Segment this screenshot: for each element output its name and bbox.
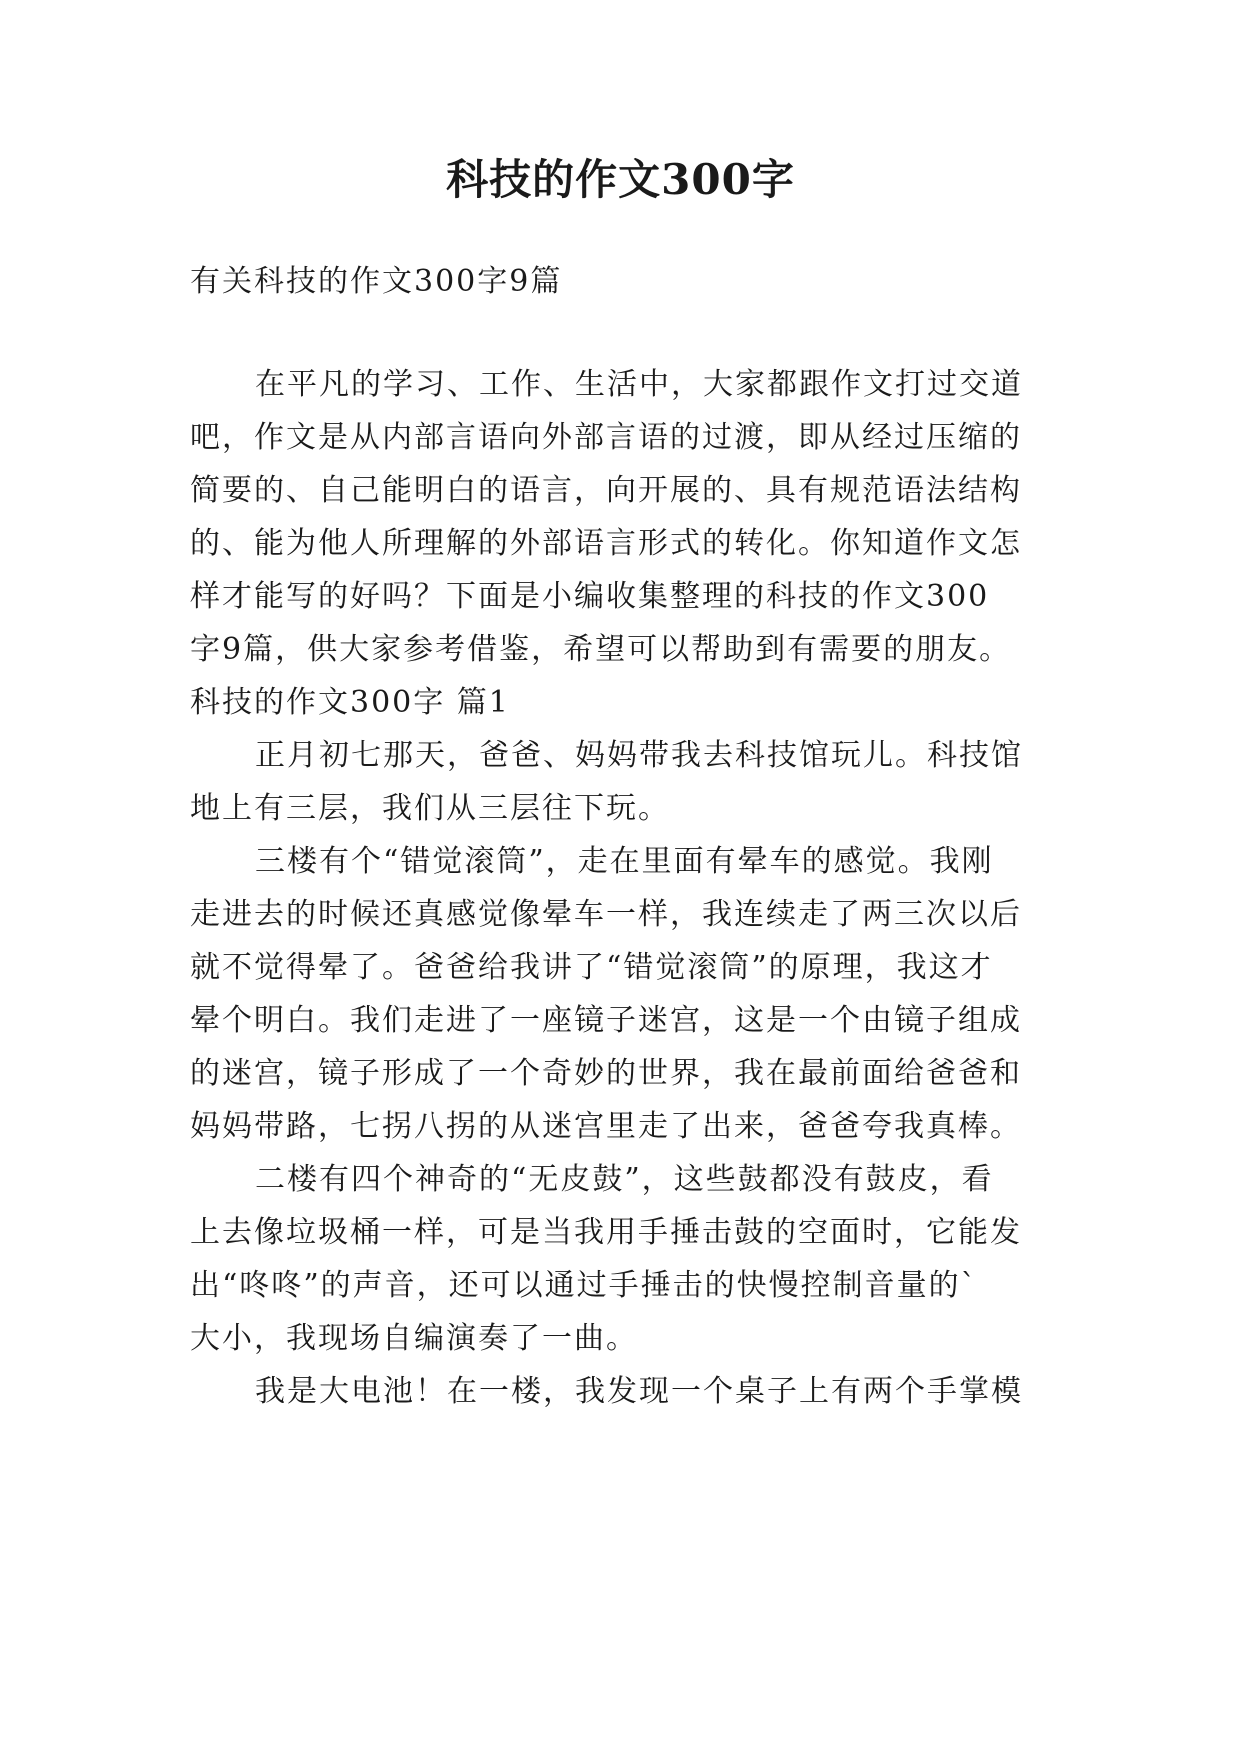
paragraph-line: 妈妈带路，七拐八拐的从迷宫里走了出来，爸爸夸我真棒。	[190, 1109, 1022, 1144]
paragraph-line: 三楼有个“错觉滚筒”，走在里面有晕车的感觉。我刚	[255, 844, 994, 879]
document-title: 科技的作文300字	[446, 155, 795, 204]
intro-line: 在平凡的学习、工作、生活中，大家都跟作文打过交道	[255, 367, 1023, 402]
paragraph-line: 的迷宫，镜子形成了一个奇妙的世界，我在最前面给爸爸和	[190, 1056, 1022, 1091]
section-heading: 科技的作文300字 篇1	[190, 685, 510, 720]
paragraph-line: 大小，我现场自编演奏了一曲。	[190, 1321, 638, 1356]
paragraph-line: 正月初七那天，爸爸、妈妈带我去科技馆玩儿。科技馆	[255, 738, 1023, 773]
intro-line: 吧，作文是从内部言语向外部言语的过渡，即从经过压缩的	[190, 420, 1022, 455]
paragraph-line: 上去像垃圾桶一样，可是当我用手捶击鼓的空面时，它能发	[190, 1215, 1022, 1250]
paragraph-line: 就不觉得晕了。爸爸给我讲了“错觉滚筒”的原理，我这才	[190, 950, 993, 985]
paragraph-line: 二楼有四个神奇的“无皮鼓”，这些鼓都没有鼓皮，看	[255, 1162, 994, 1197]
paragraph-line: 走进去的时候还真感觉像晕车一样，我连续走了两三次以后	[190, 897, 1022, 932]
paragraph-line: 出“咚咚”的声音，还可以通过手捶击的快慢控制音量的`	[190, 1268, 978, 1303]
intro-line: 字9篇，供大家参考借鉴，希望可以帮助到有需要的朋友。	[190, 632, 1012, 667]
intro-line: 样才能写的好吗？下面是小编收集整理的科技的作文300	[190, 579, 990, 614]
document-subtitle: 有关科技的作文300字9篇	[190, 264, 563, 299]
paragraph-line: 我是大电池！在一楼，我发现一个桌子上有两个手掌模	[255, 1374, 1023, 1409]
paragraph-line: 晕个明白。我们走进了一座镜子迷宫，这是一个由镜子组成	[190, 1003, 1022, 1038]
intro-line: 简要的、自己能明白的语言，向开展的、具有规范语法结构	[190, 473, 1022, 508]
intro-line: 的、能为他人所理解的外部语言形式的转化。你知道作文怎	[190, 526, 1022, 561]
paragraph-line: 地上有三层，我们从三层往下玩。	[190, 791, 670, 826]
